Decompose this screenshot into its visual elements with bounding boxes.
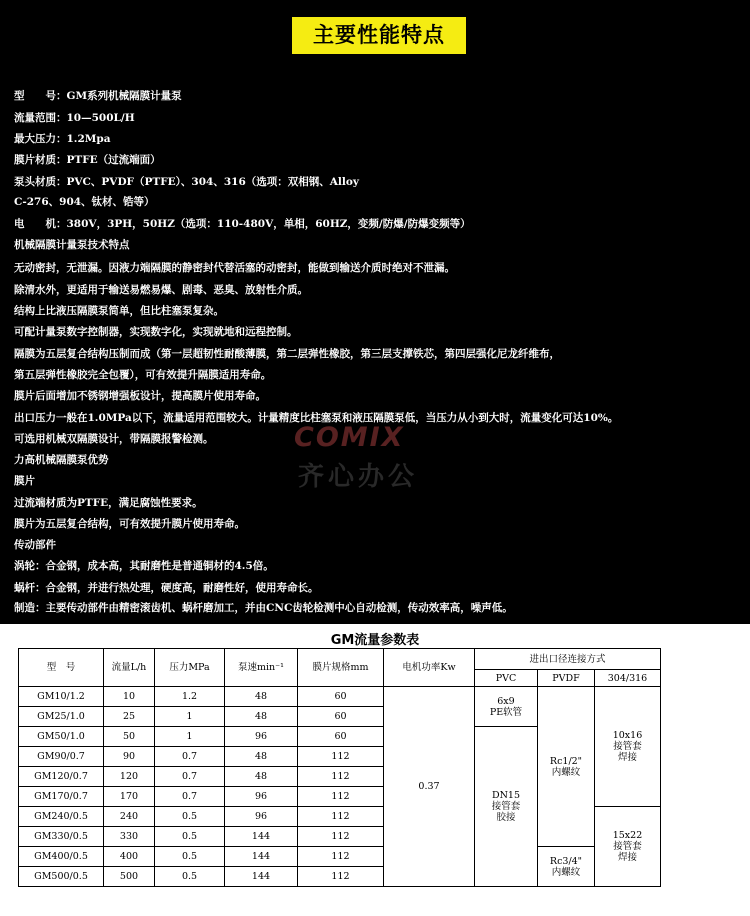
- cell-ss-small-line: 焊接: [617, 752, 637, 763]
- cell-pvdf-small: [538, 687, 595, 847]
- header-pressure: 压力MPa: [155, 649, 225, 687]
- cell-pressure: 0.7: [155, 767, 225, 787]
- cell-flow: 90: [104, 747, 155, 767]
- header-connection: 进出口径连接方式: [475, 649, 661, 670]
- cell-speed: 48: [225, 707, 298, 727]
- cell-pvc-small-line: PE软管: [489, 706, 523, 718]
- spec-line: 可选用机械双隔膜设计，带隔膜报警检测。: [14, 433, 214, 445]
- cell-ss-large-line: 接管套: [613, 841, 642, 852]
- cell-pressure: 0.5: [155, 847, 225, 867]
- cell-pressure: 0.7: [155, 787, 225, 807]
- header-diaphragm: 膜片规格mm: [298, 649, 384, 687]
- spec-line: 型 号：GM系列机械隔膜计量泵: [14, 90, 182, 102]
- table-row: [19, 687, 661, 707]
- header-flow: 流量L/h: [104, 649, 155, 687]
- spec-line: 无动密封，无泄漏。因液力端隔膜的静密封代替活塞的动密封，能做到输送介质时绝对不泄漏。: [14, 262, 455, 274]
- cell-flow: 400: [104, 847, 155, 867]
- cell-pvdf-small-line: 内螺纹: [551, 766, 581, 778]
- cell-pvc-large-line: 接管套: [491, 801, 521, 812]
- watermark-subtitle: 齐心办公: [298, 462, 419, 492]
- watermark: [294, 422, 454, 492]
- cell-model: GM90/0.7: [19, 747, 104, 767]
- spec-line: 第五层弹性橡胶完全包覆），可有效提升隔膜适用寿命。: [14, 369, 272, 381]
- spec-line: 膜片为五层复合结构，可有效提升膜片使用寿命。: [14, 518, 245, 530]
- cell-model: GM400/0.5: [19, 847, 104, 867]
- cell-diaphragm: 60: [298, 707, 384, 727]
- cell-ss-small-line: 10x16: [612, 730, 643, 741]
- spec-line: 蜗杆：合金钢，并进行热处理，硬度高，耐磨性好，使用寿命长。: [14, 582, 319, 594]
- cell-flow: 10: [104, 687, 155, 707]
- spec-line: 膜片后面增加不锈钢增强板设计，提高膜片使用寿命。: [14, 390, 266, 402]
- cell-model: GM10/1.2: [19, 687, 104, 707]
- cell-speed: 48: [225, 767, 298, 787]
- spec-line: 结构上比液压隔膜泵简单，但比柱塞泵复杂。: [14, 305, 224, 317]
- cell-pressure: 0.5: [155, 807, 225, 827]
- cell-diaphragm: 60: [298, 727, 384, 747]
- cell-pvdf-large: [538, 847, 595, 887]
- cell-diaphragm: 112: [298, 847, 384, 867]
- cell-ss-small: [595, 687, 661, 807]
- cell-diaphragm: 112: [298, 827, 384, 847]
- header-speed: 泵速min⁻¹: [225, 649, 298, 687]
- spec-line: 过流端材质为PTFE，满足腐蚀性要求。: [14, 497, 203, 509]
- header-power: 电机功率Kw: [384, 649, 475, 687]
- cell-model: GM50/1.0: [19, 727, 104, 747]
- spec-line: 可配计量泵数字控制器，实现数字化，实现就地和远程控制。: [14, 326, 298, 338]
- cell-ss-large-line: 15x22: [612, 830, 643, 841]
- spec-line: 膜片材质：PTFE（过流端面）: [14, 154, 161, 166]
- cell-diaphragm: 112: [298, 867, 384, 887]
- header-ss: 304/316: [595, 670, 661, 687]
- cell-ss-large: [595, 807, 661, 887]
- cell-flow: 25: [104, 707, 155, 727]
- spec-line: 除清水外，更适用于输送易燃易爆、剧毒、恶臭、放射性介质。: [14, 284, 308, 296]
- cell-pvc-small: [475, 687, 538, 727]
- cell-pressure: 1.2: [155, 687, 225, 707]
- cell-speed: 96: [225, 787, 298, 807]
- cell-pvdf-large-line: 内螺纹: [551, 866, 581, 878]
- spec-line: 膜片: [14, 475, 35, 487]
- spec-line: 出口压力一般在1.0MPa以下，流量适用范围较大。计量精度比柱塞泵和液压隔膜泵低，当压力从小到大时，流量变化可达10%。: [14, 412, 619, 424]
- cell-pvc-large-line: DN15: [491, 790, 521, 801]
- cell-flow: 170: [104, 787, 155, 807]
- cell-pvdf-large-line: Rc3/4": [549, 855, 583, 867]
- spec-line: 涡轮：合金钢，成本高，其耐磨性是普通铜材的4.5倍。: [14, 560, 274, 572]
- cell-speed: 96: [225, 807, 298, 827]
- cell-flow: 50: [104, 727, 155, 747]
- cell-diaphragm: 112: [298, 807, 384, 827]
- cell-model: GM330/0.5: [19, 827, 104, 847]
- spec-line: C-276、904、钛材、锆等）: [14, 196, 155, 208]
- cell-ss-small-line: 接管套: [613, 741, 642, 752]
- cell-speed: 48: [225, 747, 298, 767]
- cell-pvc-small-line: 6x9: [497, 695, 515, 707]
- spec-line: 电 机：380V，3PH，50HZ（选项：110-480V，单相，60HZ，变频/防爆/防爆变频等）: [14, 218, 471, 230]
- cell-flow: 500: [104, 867, 155, 887]
- cell-speed: 48: [225, 687, 298, 707]
- spec-line: 流量范围：10—500L/H: [14, 112, 135, 124]
- spec-line: 力高机械隔膜泵优势: [14, 454, 109, 466]
- header-pvc: PVC: [475, 670, 538, 687]
- cell-pressure: 0.7: [155, 747, 225, 767]
- cell-speed: 144: [225, 827, 298, 847]
- cell-diaphragm: 60: [298, 687, 384, 707]
- cell-pvc-large-line: 胶接: [496, 812, 516, 823]
- table-title: GM流量参数表: [330, 633, 420, 648]
- cell-flow: 240: [104, 807, 155, 827]
- header-pvdf: PVDF: [538, 670, 595, 687]
- cell-pressure: 0.5: [155, 827, 225, 847]
- cell-speed: 96: [225, 727, 298, 747]
- section-banner: 主要性能特点: [292, 17, 466, 54]
- cell-diaphragm: 112: [298, 767, 384, 787]
- table-row: [19, 847, 661, 867]
- cell-power: 0.37: [384, 687, 475, 887]
- cell-speed: 144: [225, 847, 298, 867]
- watermark-logo: COMIX: [294, 422, 405, 453]
- cell-ss-large-line: 焊接: [617, 852, 637, 863]
- header-model: 型 号: [19, 649, 104, 687]
- spec-line: 传动部件: [14, 539, 56, 551]
- spec-line: 最大压力：1.2Mpa: [14, 133, 111, 145]
- spec-line: 机械隔膜计量泵技术特点: [14, 239, 130, 251]
- cell-pvc-large: [475, 727, 538, 887]
- cell-pressure: 1: [155, 707, 225, 727]
- cell-model: GM120/0.7: [19, 767, 104, 787]
- cell-model: GM170/0.7: [19, 787, 104, 807]
- cell-pvdf-small-line: Rc1/2": [549, 755, 583, 767]
- params-panel: [0, 624, 750, 916]
- spec-line: 制造：主要传动部件由精密滚齿机、蜗杆磨加工，并由CNC齿轮检测中心自动检测，传动效率高，噪声低。: [14, 602, 513, 614]
- cell-diaphragm: 112: [298, 747, 384, 767]
- cell-model: GM25/1.0: [19, 707, 104, 727]
- cell-diaphragm: 112: [298, 787, 384, 807]
- cell-speed: 144: [225, 867, 298, 887]
- cell-flow: 330: [104, 827, 155, 847]
- spec-line: 泵头材质：PVC、PVDF（PTFE）、304、316（选项：双相钢、Alloy: [14, 176, 359, 188]
- spec-line: 隔膜为五层复合结构压制而成（第一层超韧性耐酸薄膜，第二层弹性橡胶，第三层支撑铁芯，第四层强化尼龙纤维布，: [14, 348, 560, 360]
- cell-flow: 120: [104, 767, 155, 787]
- params-table: [18, 648, 661, 887]
- cell-model: GM500/0.5: [19, 867, 104, 887]
- cell-pressure: 1: [155, 727, 225, 747]
- cell-pressure: 0.5: [155, 867, 225, 887]
- cell-model: GM240/0.5: [19, 807, 104, 827]
